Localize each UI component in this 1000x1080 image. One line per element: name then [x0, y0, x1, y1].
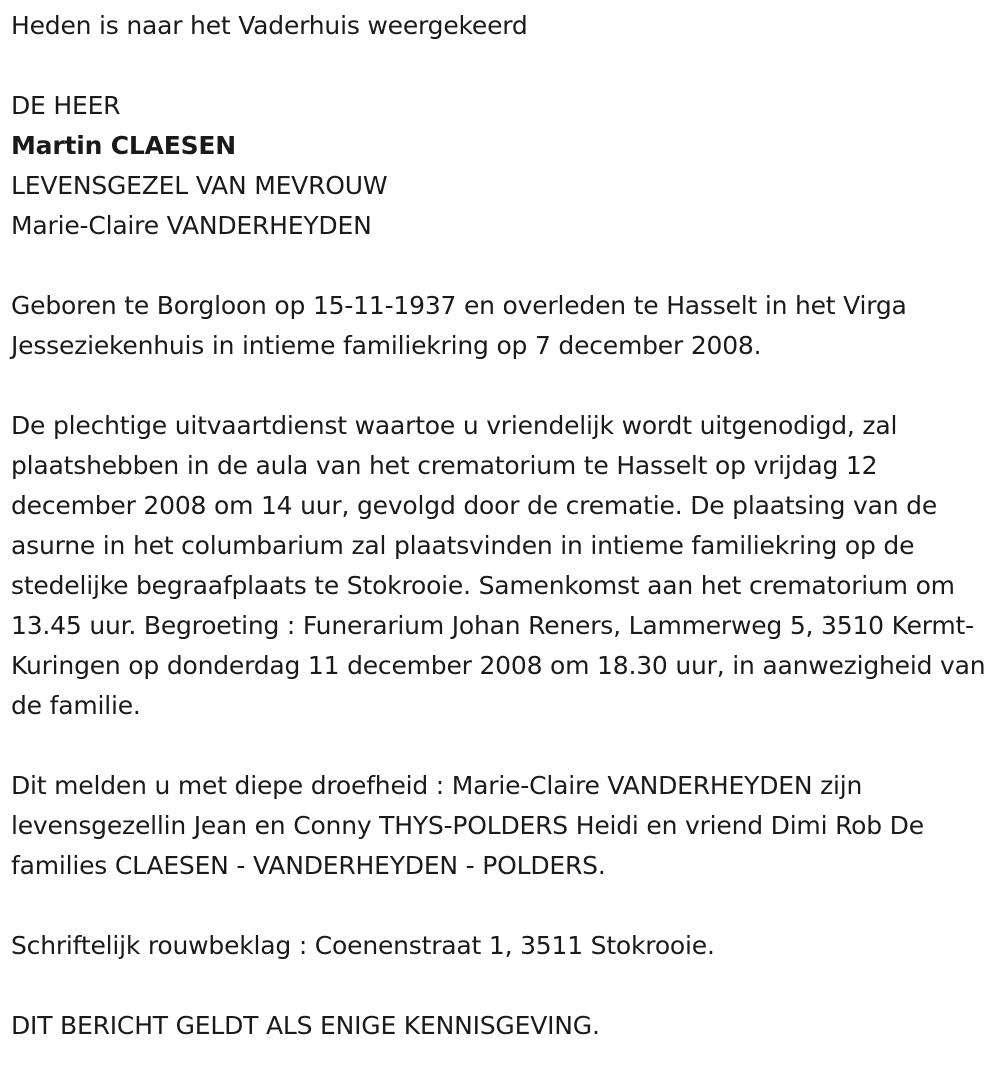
service-paragraph: De plechtige uitvaartdienst waartoe u vriendelijk wordt uitgenodigd, zal plaatshebben in de aula van het crematorium te Hasselt op vrijdag 12 december 2008 om 14 uur, gevolgd door de crematie. De plaatsing van de asurne in het columbarium zal plaatsvinden in intieme familiekring op de stedelijke begraafplaats te Stokrooie. Samenkomst aan het crematorium om 13.45 uur. Begroeting : Funerarium Johan Reners, Lammerweg 5, 3510 Kermt-Kuringen op donderdag 11 december 2008 om 18.30 uur, in aanwezigheid van de familie. — [11, 411, 986, 720]
spacer — [11, 46, 995, 86]
spacer — [11, 246, 995, 286]
spacer — [11, 366, 995, 406]
family-paragraph: Dit melden u met diepe droefheid : Marie-Claire VANDERHEYDEN zijn levensgezellin Jean en Conny THYS-POLDERS Heidi en vriend Dimi Rob De families CLAESEN - VANDERHEYDEN - POLDERS. — [11, 771, 924, 880]
relation-line: LEVENSGEZEL VAN MEVROUW — [11, 171, 388, 200]
spacer — [11, 726, 995, 766]
spacer — [11, 886, 995, 926]
intro-line: Heden is naar het Vaderhuis weergekeerd — [11, 11, 528, 40]
death-notice — [11, 6, 995, 1046]
closing-line: DIT BERICHT GELDT ALS ENIGE KENNISGEVING. — [11, 1011, 600, 1040]
partner-name: Marie-Claire VANDERHEYDEN — [11, 211, 372, 240]
spacer — [11, 966, 995, 1006]
condolences-line: Schriftelijk rouwbeklag : Coenenstraat 1, 3511 Stokrooie. — [11, 931, 715, 960]
title-line: DE HEER — [11, 91, 121, 120]
birth-death-paragraph: Geboren te Borgloon op 15-11-1937 en overleden te Hasselt in het Virga Jesseziekenhuis in intieme familiekring op 7 december 2008. — [11, 291, 907, 360]
deceased-name: Martin CLAESEN — [11, 131, 237, 160]
